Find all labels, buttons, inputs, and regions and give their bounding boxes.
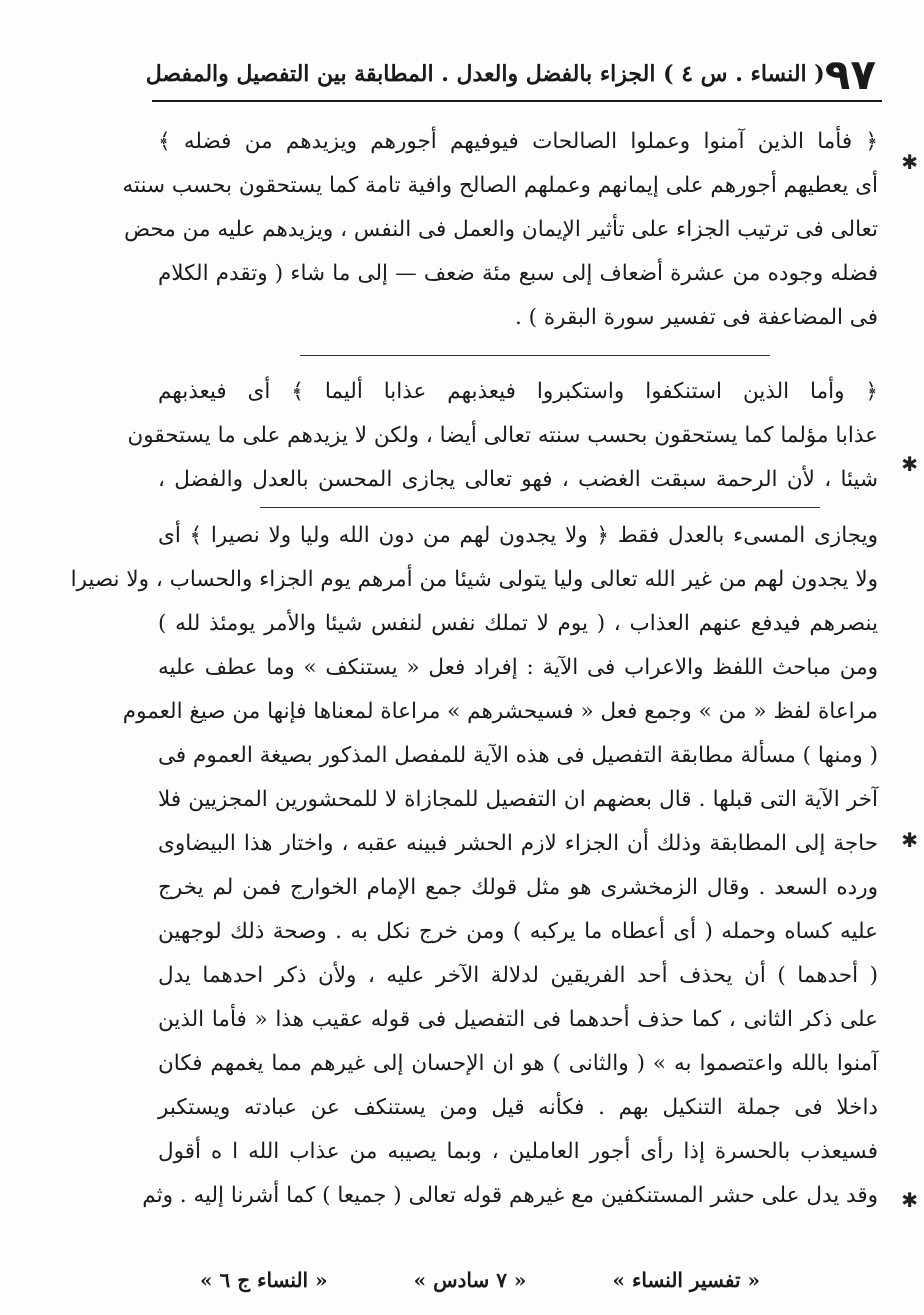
margin-star-icon: ✱ (901, 452, 918, 476)
text-line: ولا يجدون لهم من غير الله تعالى وليا يتولى شيئا من أمرهم يوم الجزاء والحساب ، ولا نصيرا (70, 567, 878, 592)
text-line: ويجازى المسىء بالعدل فقط ﴿ ولا يجدون لهم من دون الله وليا ولا نصيرا ﴾ أى (158, 523, 878, 548)
text-line: على ذكر الثانى ، كما حذف أحدهما فى التفصيل فى قوله عقيب هذا « فأما الذين (158, 1007, 878, 1032)
text-line: شيئا ، لأن الرحمة سبقت الغضب ، فهو تعالى يجازى المحسن بالعدل والفضل ، (158, 467, 878, 492)
text-line: تعالى فى ترتيب الجزاء على تأثير الإيمان والعمل فى النفس ، ويزيدهم عليه من محض (124, 217, 878, 242)
commentary-section (70, 514, 878, 1218)
page-footer (200, 1262, 760, 1298)
margin-star-icon: ✱ (901, 828, 918, 852)
text-line: ( ومنها ) مسألة مطابقة التفصيل فى هذه الآية للمفصل المذكور بصيغة العموم فى (158, 743, 878, 768)
section-divider (260, 507, 820, 508)
text-line: آمنوا بالله واعتصموا به » ( والثانى ) هو ان الإحسان إلى غيرهم مما يغمهم فكان (158, 1051, 878, 1076)
text-line: أى يعطيهم أجورهم على إيمانهم وعملهم الصالح وافية تامة كما يستحقون بحسب سنته (122, 173, 878, 198)
page-header (145, 49, 876, 99)
text-line: فضله وجوده من عشرة أضعاف إلى سبع مئة ضعف — إلى ما شاء ( وتقدم الكلام (158, 261, 878, 286)
footer-juz: « النساء ج ٦ » (200, 1268, 328, 1292)
text-line: فسيعذب بالحسرة إذا رأى أجور العاملين ، وبما يصيبه من عذاب الله ا ه أقول (158, 1139, 878, 1164)
margin-star-icon: ✱ (901, 1188, 918, 1212)
footer-part: « ٧ سادس » (413, 1268, 527, 1292)
page-number: ٩٧ (824, 49, 876, 99)
footer-book-title: « تفسير النساء » (612, 1268, 760, 1292)
text-line: عذابا مؤلما كما يستحقون بحسب سنته تعالى أيضا ، ولكن لا يزيدهم على ما يستحقون (127, 423, 878, 448)
text-line: حاجة إلى المطابقة وذلك أن الجزاء لازم الحشر فبينه عقبه ، واختار هذا البيضاوى (158, 831, 878, 856)
text-line: عليه كساه وحمله ( أى أعطاه ما يركبه ) ومن خرج نكل به . وصحة ذلك لوجهين (158, 919, 878, 944)
text-line: ( أحدهما ) أن يحذف أحد الفريقين لدلالة الآخر عليه ، ولأن ذكر احدهما يدل (158, 963, 878, 988)
text-line: مراعاة لفظ « من » وجمع فعل « فسيحشرهم » مراعاة لمعناها فإنها من صيغ العموم (122, 699, 878, 724)
text-line: ﴿ فأما الذين آمنوا وعملوا الصالحات فيوفيهم أجورهم ويزيدهم من فضله ﴾ (158, 129, 878, 154)
text-line: ومن مباحث اللفظ والاعراب فى الآية : إفراد فعل « يستنكف » وما عطف عليه (158, 655, 878, 680)
verse-section-disbelievers (127, 370, 878, 502)
header-rule (152, 100, 882, 102)
text-line: ورده السعد . وقال الزمخشرى هو مثل قولك جمع الإمام الخوارج فمن لم يخرج (158, 875, 878, 900)
text-line: داخلا فى جملة التنكيل بهم . فكأنه قيل ومن يستنكف عن عبادته ويستكبر (158, 1095, 878, 1120)
text-line: ينصرهم فيدفع عنهم العذاب ، ( يوم لا تملك نفس لنفس شيئا والأمر يومئذ لله ) (158, 611, 878, 636)
margin-star-icon: ✱ (901, 150, 918, 174)
text-line: فى المضاعفة فى تفسير سورة البقرة ) . (514, 305, 878, 330)
text-line: ﴿ وأما الذين استنكفوا واستكبروا فيعذبهم عذابا أليما ﴾ أى فيعذبهم (158, 379, 878, 404)
text-line: آخر الآية التى قبلها . قال بعضهم ان التفصيل للمجازاة لا للمحشورين المجزيين فلا (158, 787, 878, 812)
verse-section-believers (122, 120, 878, 340)
section-divider (300, 355, 770, 356)
text-line: وقد يدل على حشر المستنكفين مع غيرهم قوله تعالى ( جميعا ) كما أشرنا إليه . وثم (142, 1183, 878, 1208)
running-head: ( النساء . س ٤ ) الجزاء بالفضل والعدل . المطابقة بين التفصيل والمفصل (145, 61, 825, 87)
